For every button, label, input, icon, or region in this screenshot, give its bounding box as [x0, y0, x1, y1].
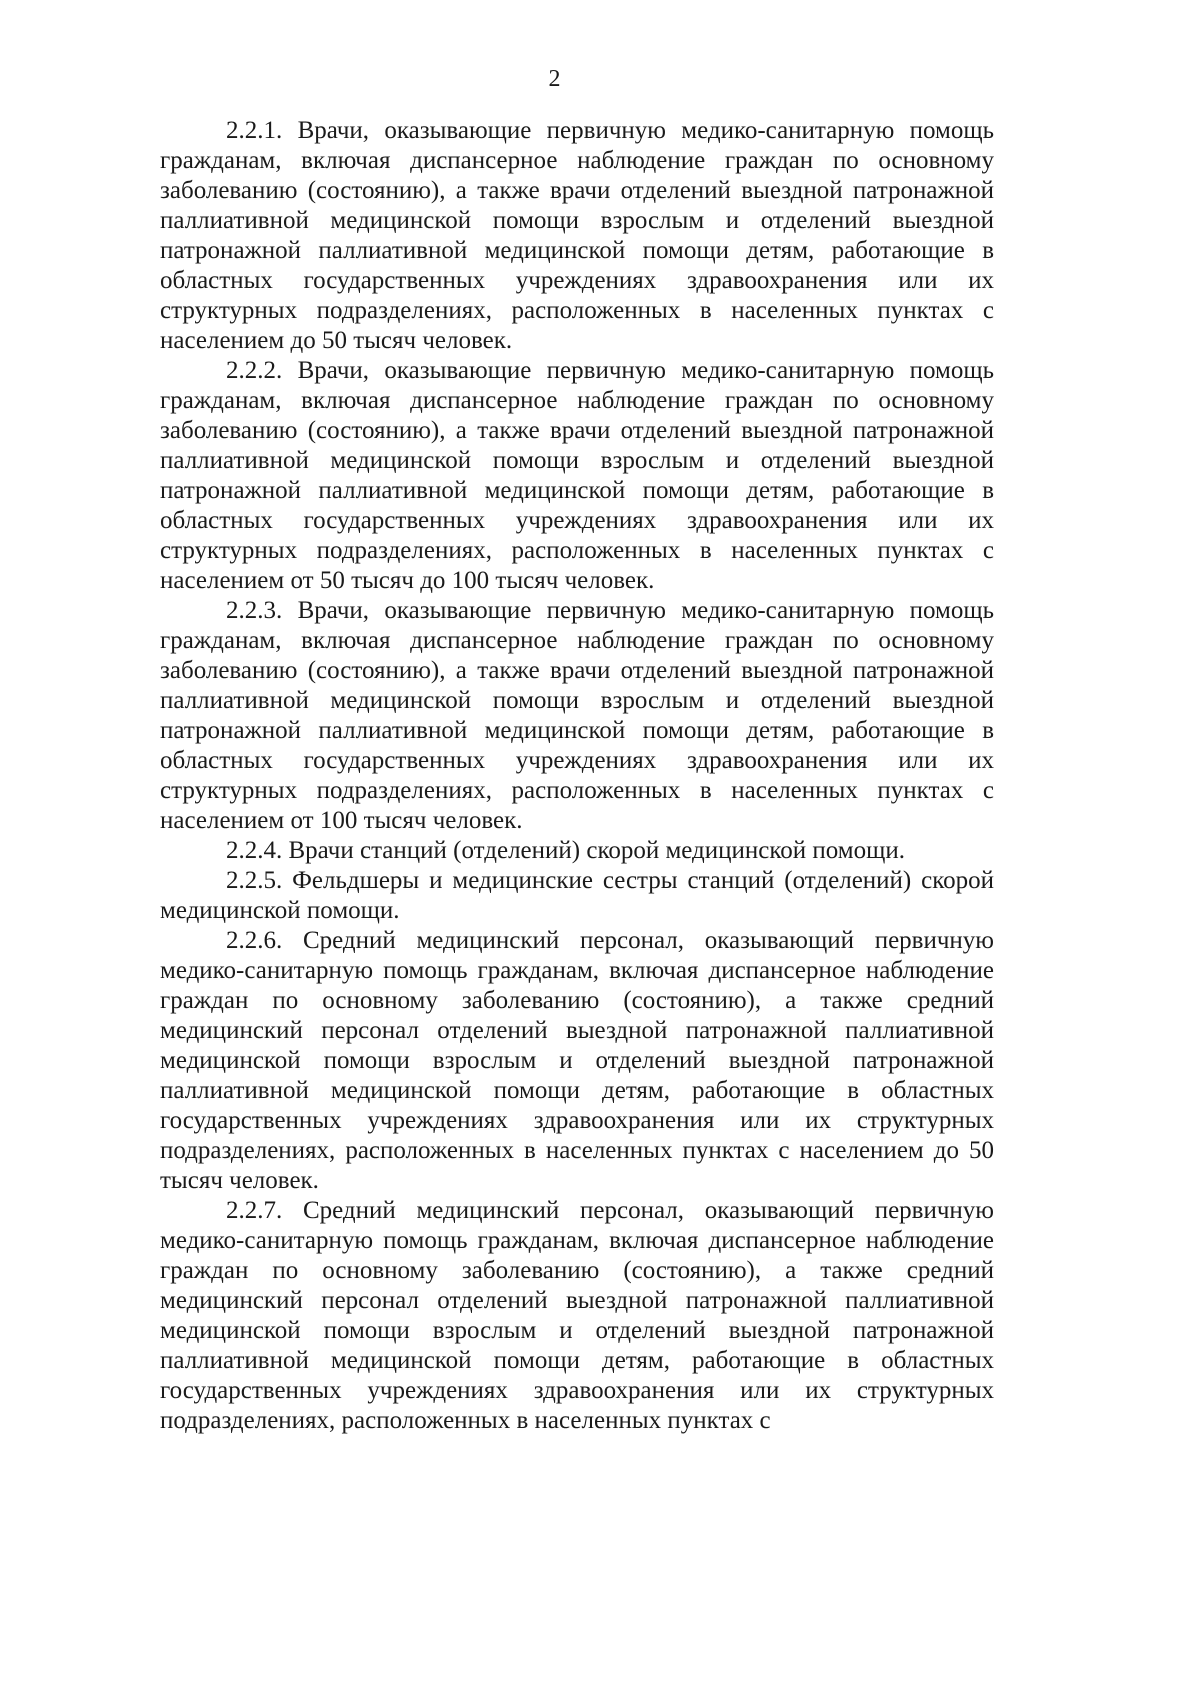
paragraph-2-2-3: 2.2.3. Врачи, оказывающие первичную медико-санитарную помощь гражданам, включая диспансерное наблюдение граждан по основному заболеванию (состоянию), а также врачи отделений выездной патронажной паллиативной медицинской помощи взрослым и отделений выездной патронажной паллиативной медицинской помощи детям, работающие в областных государственных учреждениях здравоохранения или их структурных подразделениях, расположенных в населенных пунктах с населением от 100 тысяч человек. — [160, 597, 994, 834]
paragraph-2-2-6: 2.2.6. Средний медицинский персонал, оказывающий первичную медико-санитарную помощь гражданам, включая диспансерное наблюдение граждан по основному заболеванию (состоянию), а также средний медицинский персонал отделений выездной патронажной паллиативной медицинской помощи взрослым и отделений выездной патронажной паллиативной медицинской помощи детям, работающие в областных государственных учреждениях здравоохранения или их структурных подразделениях, расположенных в населенных пунктах с населением до 50 тысяч человек. — [160, 927, 994, 1194]
paragraph-2-2-1: 2.2.1. Врачи, оказывающие первичную медико-санитарную помощь гражданам, включая диспансерное наблюдение граждан по основному заболеванию (состоянию), а также врачи отделений выездной патронажной паллиативной медицинской помощи взрослым и отделений выездной патронажной паллиативной медицинской помощи детям, работающие в областных государственных учреждениях здравоохранения или их структурных подразделениях, расположенных в населенных пунктах с населением до 50 тысяч человек. — [160, 117, 994, 354]
paragraph-2-2-2: 2.2.2. Врачи, оказывающие первичную медико-санитарную помощь гражданам, включая диспансерное наблюдение граждан по основному заболеванию (состоянию), а также врачи отделений выездной патронажной паллиативной медицинской помощи взрослым и отделений выездной патронажной паллиативной медицинской помощи детям, работающие в областных государственных учреждениях здравоохранения или их структурных подразделениях, расположенных в населенных пунктах с населением от 50 тысяч до 100 тысяч человек. — [160, 357, 994, 594]
paragraph-2-2-7: 2.2.7. Средний медицинский персонал, оказывающий первичную медико-санитарную помощь гражданам, включая диспансерное наблюдение граждан по основному заболеванию (состоянию), а также средний медицинский персонал отделений выездной патронажной паллиативной медицинской помощи взрослым и отделений выездной патронажной паллиативной медицинской помощи детям, работающие в областных государственных учреждениях здравоохранения или их структурных подразделениях, расположенных в населенных пунктах с — [160, 1197, 994, 1434]
paragraph-2-2-4: 2.2.4. Врачи станций (отделений) скорой медицинской помощи. — [226, 837, 905, 864]
document-body — [160, 116, 994, 1436]
paragraph-2-2-5: 2.2.5. Фельдшеры и медицинские сестры станций (отделений) скорой медицинской помощи. — [160, 867, 994, 924]
page-number: 2 — [548, 66, 561, 92]
